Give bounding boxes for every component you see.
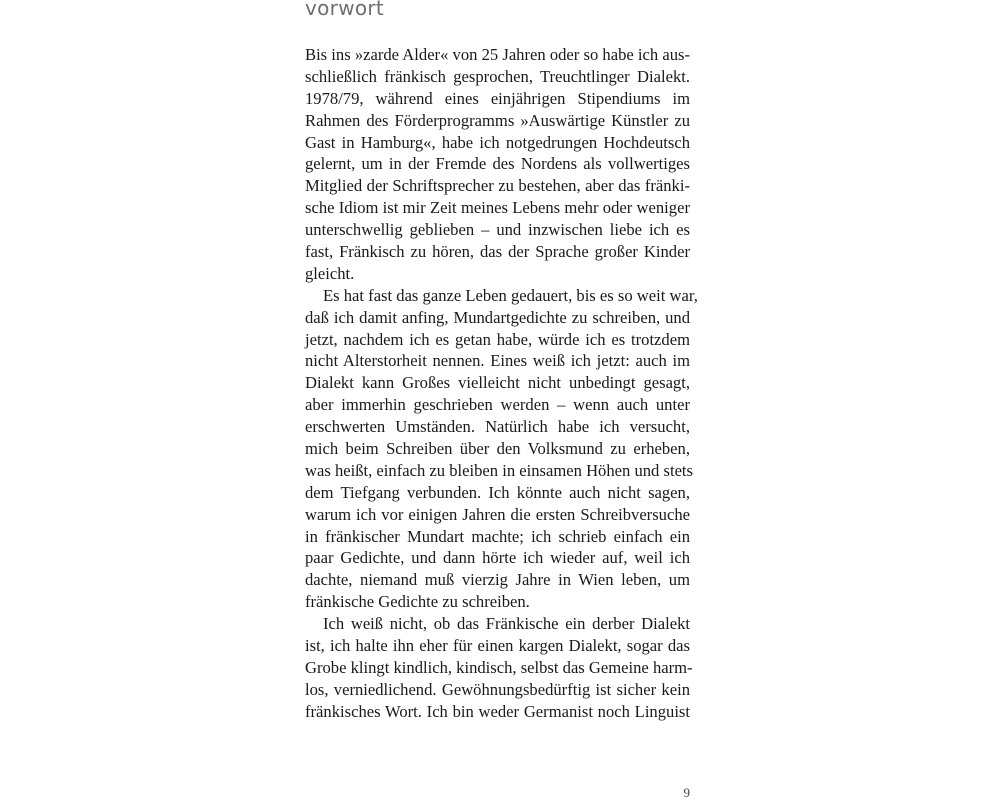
- text-line: Gast in Hamburg«, habe ich notgedrungen Hochdeutsch: [305, 132, 690, 152]
- text-line: fränkische Gedichte zu schreiben.: [305, 592, 530, 612]
- text-line: in fränkischer Mundart machte; ich schrieb einfach ein: [305, 526, 690, 546]
- text-line: fast, Fränkisch zu hören, das der Sprache großer Kinder: [305, 242, 690, 262]
- text-line: was heißt, einfach zu bleiben in einsamen Höhen und stets: [305, 460, 694, 480]
- text-line: Grobe klingt kindlich, kindisch, selbst das Gemeine harm-: [305, 657, 693, 677]
- text-line: fränkisches Wort. Ich bin weder Germanist noch Linguist: [305, 701, 690, 721]
- text-line: dem Tiefgang verbunden. Ich könnte auch nicht sagen,: [305, 482, 690, 502]
- text-line: dachte, niemand muß vierzig Jahre in Wien leben, um: [305, 570, 690, 590]
- text-line: Es hat fast das ganze Leben gedauert, bis es so weit war,: [323, 285, 698, 305]
- text-line: jetzt, nachdem ich es getan habe, würde ich es trotzdem: [305, 329, 690, 349]
- text-line: erschwerten Umständen. Natürlich habe ich versucht,: [305, 417, 690, 437]
- text-line: Mitglied der Schriftsprecher zu bestehen, aber das fränki-: [305, 176, 690, 196]
- text-line: ist, ich halte ihn eher für einen kargen Dialekt, sogar das: [305, 636, 690, 656]
- text-line: los, verniedlichend. Gewöhnungsbedürftig ist sicher kein: [305, 679, 690, 699]
- text-line: sche Idiom ist mir Zeit meines Lebens mehr oder weniger: [305, 198, 690, 218]
- text-line: Bis ins »zarde Alder« von 25 Jahren oder so habe ich aus-: [305, 45, 690, 64]
- text-line: aber immerhin geschrieben werden – wenn auch unter: [305, 395, 690, 415]
- text-line: Rahmen des Förderprogramms »Auswärtige Künstler zu: [305, 110, 690, 130]
- text-line: daß ich damit anfing, Mundartgedichte zu schreiben, und: [305, 307, 690, 327]
- text-line: paar Gedichte, und dann hörte ich wieder auf, weil ich: [305, 548, 690, 568]
- text-line: unterschwellig geblieben – und inzwischen liebe ich es: [305, 220, 690, 240]
- text-line: gleicht.: [305, 263, 355, 283]
- text-line: 1978/79, während eines einjährigen Stipendiums im: [305, 88, 690, 108]
- text-line: Dialekt kann Großes vielleicht nicht unbedingt gesagt,: [305, 373, 690, 393]
- text-line: Ich weiß nicht, ob das Fränkische ein derber Dialekt: [323, 614, 690, 634]
- text-line: gelernt, um in der Fremde des Nordens als vollwertiges: [305, 154, 690, 174]
- chapter-heading: vorwort: [305, 0, 385, 20]
- body-text: [305, 44, 698, 723]
- text-line: warum ich vor einigen Jahren die ersten Schreibversuche: [305, 504, 690, 524]
- text-line: schließlich fränkisch gesprochen, Treuchtlinger Dialekt.: [305, 66, 690, 86]
- text-line: mich beim Schreiben über den Volksmund zu erheben,: [305, 439, 690, 459]
- page-number: 9: [683, 785, 690, 800]
- text-line: nicht Alterstorheit nennen. Eines weiß ich jetzt: auch im: [305, 351, 690, 371]
